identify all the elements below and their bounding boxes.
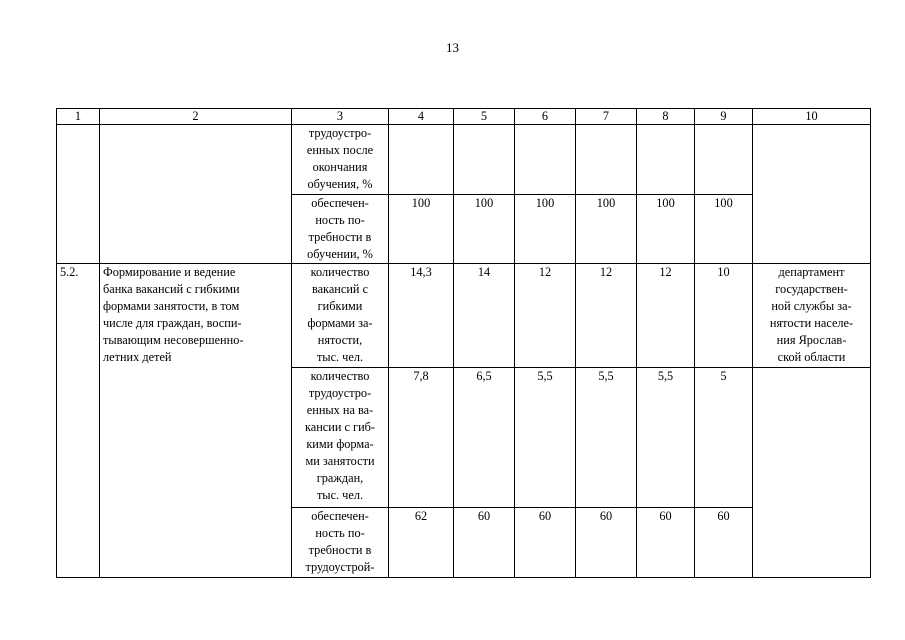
responsible-cell [753, 368, 871, 578]
value-cell-4: 100 [389, 195, 454, 264]
value-cell-7: 100 [576, 195, 637, 264]
value-cell-7: 12 [576, 264, 637, 368]
activity-cell [100, 125, 292, 264]
value-cell-5: 100 [454, 195, 515, 264]
value-cell-9: 10 [695, 264, 753, 368]
value-cell-9: 60 [695, 508, 753, 578]
header-cell-2: 2 [100, 109, 292, 125]
indicator-text: количество вакансий с гибкими формами за- нятости, тыс. чел. [307, 265, 373, 364]
indicator-text: трудоустро- енных после окончания обучения, % [306, 126, 374, 191]
row-number-cell: 5.2. [57, 264, 100, 578]
table-row [57, 264, 871, 368]
value-cell-4 [389, 125, 454, 195]
value-cell-4: 14,3 [389, 264, 454, 368]
value-cell-5: 6,5 [454, 368, 515, 508]
value-cell-5: 60 [454, 508, 515, 578]
indicator-cell [292, 195, 389, 264]
indicator-text: обеспечен- ность по- требности в трудоустрой- [305, 509, 375, 574]
header-cell-5: 5 [454, 109, 515, 125]
value-cell-5 [454, 125, 515, 195]
indicator-text: количество трудоустро- енных на ва- кансии с гиб- кими форма- ми занятости граждан, тыс. чел. [304, 369, 376, 502]
value-cell-6: 12 [515, 264, 576, 368]
activity-text: Формирование и ведение банка вакансий с гибкими формами занятости, в том числе для граждан, воспи- тывающим несовершенно- летних детей [103, 265, 244, 364]
value-cell-8: 60 [637, 508, 695, 578]
header-cell-10: 10 [753, 109, 871, 125]
responsible-cell [753, 125, 871, 264]
indicator-cell [292, 508, 389, 578]
row-number-cell [57, 125, 100, 264]
header-cell-1: 1 [57, 109, 100, 125]
value-cell-4: 62 [389, 508, 454, 578]
program-table [56, 108, 871, 578]
value-cell-9: 100 [695, 195, 753, 264]
header-cell-3: 3 [292, 109, 389, 125]
table-row [57, 125, 871, 195]
page-number: 13 [446, 40, 459, 55]
value-cell-7 [576, 125, 637, 195]
indicator-cell [292, 264, 389, 368]
value-cell-7: 60 [576, 508, 637, 578]
indicator-cell [292, 368, 389, 508]
value-cell-4: 7,8 [389, 368, 454, 508]
value-cell-6: 60 [515, 508, 576, 578]
value-cell-6 [515, 125, 576, 195]
value-cell-8: 100 [637, 195, 695, 264]
indicator-cell [292, 125, 389, 195]
header-cell-9: 9 [695, 109, 753, 125]
value-cell-8: 12 [637, 264, 695, 368]
value-cell-8: 5,5 [637, 368, 695, 508]
value-cell-9 [695, 125, 753, 195]
value-cell-9: 5 [695, 368, 753, 508]
value-cell-6: 100 [515, 195, 576, 264]
header-cell-4: 4 [389, 109, 454, 125]
responsible-cell [753, 264, 871, 368]
header-cell-6: 6 [515, 109, 576, 125]
activity-cell [100, 264, 292, 578]
value-cell-7: 5,5 [576, 368, 637, 508]
header-cell-7: 7 [576, 109, 637, 125]
header-row [57, 109, 871, 125]
value-cell-6: 5,5 [515, 368, 576, 508]
indicator-text: обеспечен- ность по- требности в обучении, % [307, 196, 373, 261]
responsible-text: департамент государствен- ной службы за- нятости населе- ния Ярослав- ской области [769, 265, 854, 364]
header-cell-8: 8 [637, 109, 695, 125]
value-cell-5: 14 [454, 264, 515, 368]
value-cell-8 [637, 125, 695, 195]
